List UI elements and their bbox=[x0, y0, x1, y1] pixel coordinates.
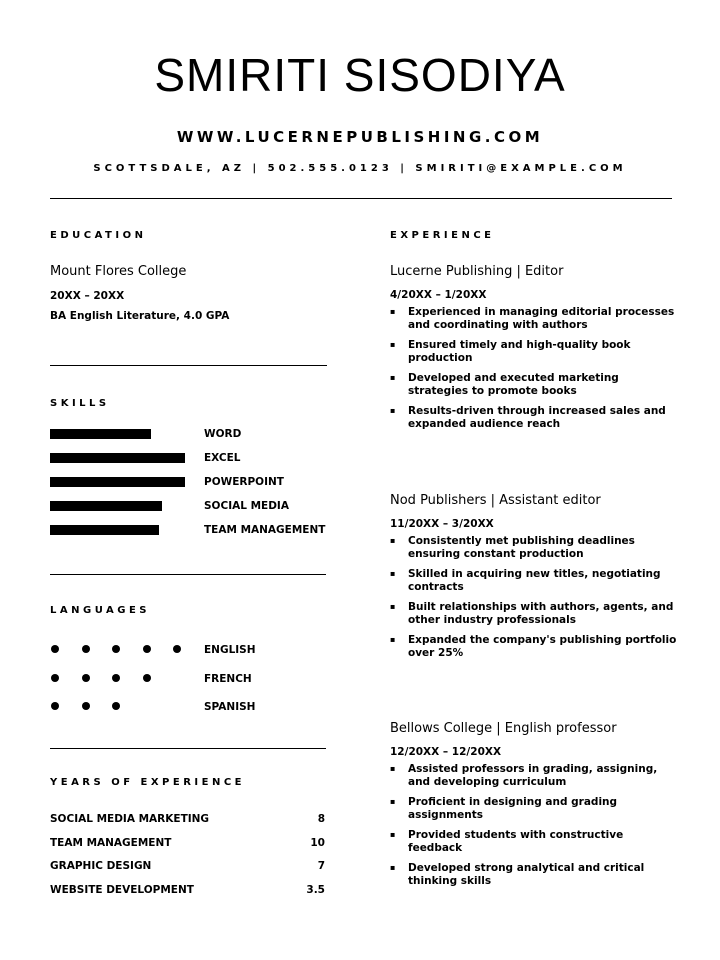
language-label: SPANISH bbox=[204, 701, 256, 713]
skill-bar bbox=[50, 429, 151, 439]
bullet-item: ▪ Provided students with constructive feedback bbox=[390, 829, 680, 854]
job-entry bbox=[390, 721, 680, 895]
job-bullets bbox=[390, 763, 680, 887]
bullet-item: ▪ Experienced in managing editorial processes and coordinating with authors bbox=[390, 306, 680, 331]
job-title: Lucerne Publishing | Editor bbox=[390, 264, 564, 279]
years-value: 3.5 bbox=[306, 883, 325, 896]
divider bbox=[50, 198, 672, 199]
proficiency-dot bbox=[51, 674, 59, 682]
years-heading: YEARS OF EXPERIENCE bbox=[50, 777, 246, 788]
proficiency-dot bbox=[82, 702, 90, 710]
years-label: TEAM MANAGEMENT bbox=[50, 836, 172, 849]
job-dates: 11/20XX – 3/20XX bbox=[390, 518, 494, 530]
website: WWW.LUCERNEPUBLISHING.COM bbox=[176, 128, 544, 146]
skill-bar bbox=[50, 501, 162, 511]
years-value: 7 bbox=[317, 860, 325, 872]
proficiency-dot bbox=[112, 674, 120, 682]
proficiency-dot bbox=[82, 645, 90, 653]
job-bullets bbox=[390, 306, 680, 430]
divider bbox=[50, 748, 326, 749]
proficiency-dot bbox=[143, 674, 151, 682]
bullet-item: ▪ Developed and executed marketing strategies to promote books bbox=[390, 372, 680, 397]
skills-heading: SKILLS bbox=[50, 398, 110, 409]
job-title: Nod Publishers | Assistant editor bbox=[390, 493, 601, 508]
years-row bbox=[50, 860, 325, 872]
education-dates: 20XX – 20XX bbox=[50, 290, 125, 302]
bullet-item: ▪ Skilled in acquiring new titles, negotiating contracts bbox=[390, 568, 680, 593]
bullet-item: ▪ Assisted professors in grading, assigning, and developing curriculum bbox=[390, 763, 680, 788]
bullet-item: ▪ Consistently met publishing deadlines ensuring constant production bbox=[390, 535, 680, 560]
skill-label: TEAM MANAGEMENT bbox=[204, 524, 326, 536]
proficiency-dot bbox=[112, 702, 120, 710]
bullet-item: ▪ Built relationships with authors, agents, and other industry professionals bbox=[390, 601, 680, 626]
years-label: SOCIAL MEDIA MARKETING bbox=[50, 813, 210, 825]
proficiency-dot bbox=[82, 674, 90, 682]
language-label: ENGLISH bbox=[204, 644, 256, 656]
education-heading: EDUCATION bbox=[50, 230, 147, 241]
bullet-item: ▪ Results-driven through increased sales and expanded audience reach bbox=[390, 405, 680, 430]
job-title: Bellows College | English professor bbox=[390, 721, 617, 736]
years-row bbox=[50, 884, 325, 896]
skill-label: POWERPOINT bbox=[204, 476, 284, 488]
bullet-item: ▪ Proficient in designing and grading assignments bbox=[390, 796, 680, 821]
job-entry bbox=[390, 264, 680, 438]
bullet-item: ▪ Ensured timely and high-quality book production bbox=[390, 339, 680, 364]
years-value: 8 bbox=[317, 813, 325, 825]
language-label: FRENCH bbox=[204, 672, 252, 685]
proficiency-dot bbox=[51, 702, 59, 710]
years-row bbox=[50, 813, 325, 825]
proficiency-dot bbox=[51, 645, 59, 653]
degree: BA English Literature, 4.0 GPA bbox=[50, 310, 230, 322]
divider bbox=[50, 574, 326, 575]
proficiency-dot bbox=[173, 645, 181, 653]
years-label: WEBSITE DEVELOPMENT bbox=[50, 883, 194, 896]
job-entry bbox=[390, 493, 680, 667]
proficiency-dot bbox=[143, 645, 151, 653]
job-dates: 4/20XX – 1/20XX bbox=[390, 289, 487, 301]
resume-name: SMIRITI SISODIYA bbox=[154, 49, 566, 101]
contact-info: SCOTTSDALE, AZ | 502.555.0123 | SMIRITI@EXAMPLE.COM bbox=[93, 163, 627, 174]
skill-label: EXCEL bbox=[204, 452, 241, 464]
school-name: Mount Flores College bbox=[50, 264, 187, 279]
skill-bar bbox=[50, 477, 185, 487]
divider bbox=[50, 365, 327, 366]
job-dates: 12/20XX – 12/20XX bbox=[390, 746, 502, 758]
years-value: 10 bbox=[310, 836, 325, 849]
years-row bbox=[50, 837, 325, 849]
years-label: GRAPHIC DESIGN bbox=[50, 860, 152, 872]
bullet-item: ▪ Expanded the company's publishing portfolio over 25% bbox=[390, 634, 680, 659]
experience-heading: EXPERIENCE bbox=[390, 230, 495, 241]
skill-bar bbox=[50, 525, 159, 535]
bullet-item: ▪ Developed strong analytical and critical thinking skills bbox=[390, 862, 680, 887]
skill-bar bbox=[50, 453, 185, 463]
skill-label: SOCIAL MEDIA bbox=[204, 500, 289, 512]
skill-label: WORD bbox=[204, 428, 242, 440]
proficiency-dot bbox=[112, 645, 120, 653]
languages-heading: LANGUAGES bbox=[50, 605, 150, 616]
job-bullets bbox=[390, 535, 680, 659]
